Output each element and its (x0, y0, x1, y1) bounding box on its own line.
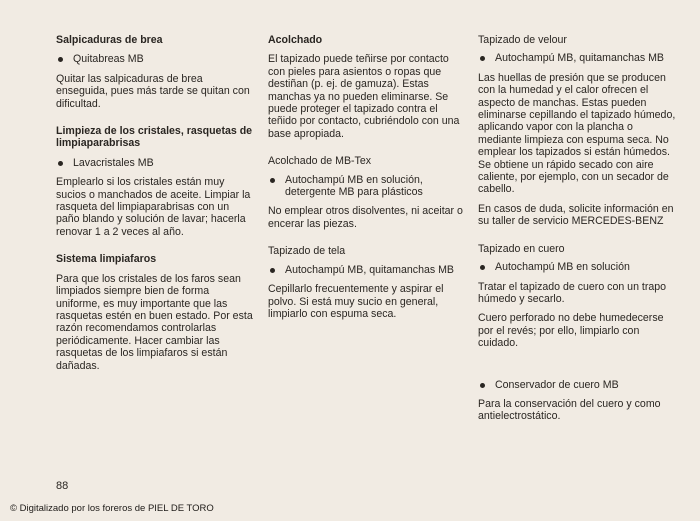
subtitle-mb-tex: Acolchado de MB-Tex (268, 155, 372, 168)
text-acolchado: El tapizado puede teñirse por contacto con pieles para asientos o ropas que destiñan (p. ej. de gamuza). Estas manchas ya no pueden eliminarse. Se puede proteger el tapizado contra el teñido por contacto, cubriéndolo con una base apropiada. (268, 53, 460, 140)
page-number: 88 (56, 480, 69, 492)
bullet-lavacristales: Lavacristales MB (56, 157, 254, 169)
bullet-autochampu-tela: Autochampú MB, quitamanchas MB (268, 264, 466, 276)
text-cristales: Emplearlo si los cristales están muy sucios o manchados de aceite. Limpiar la rasqueta del limpiaparabrisas con un paño blando y solución de lavar; hacerla renovar 1 a 2 veces al año. (56, 176, 251, 238)
column-middle (268, 34, 466, 327)
subtitle-tela: Tapizado de tela (268, 245, 346, 258)
text-limpiafaros: Para que los cristales de los faros sean limpiados siempre bien de forma uniforme, es muy importante que las rasquetas estén en buen estado. Por esta razón recomendamos controlarlas periódicamente. Hacer cambiar las rasquetas de los limpiafaros si están dañadas. (56, 272, 253, 372)
text-cuero: Tratar el tapizado de cuero con un trapo húmedo y secarlo. (478, 280, 667, 305)
section-title-acolchado: Acolchado (268, 34, 323, 46)
bullet-quitabreas: Quitabreas MB (56, 53, 254, 65)
text-conservador: Para la conservación del cuero y como antielectrostático. (478, 397, 661, 423)
text-cuero-perforado: Cuero perforado no debe humedecerse por el revés; por ello, limpiarlo con cuidado. (478, 312, 664, 350)
text-velour: Las huellas de presión que se producen con la humedad y el calor ofrecen el aspecto de manchas. Estas pueden eliminarse cepillando el tapizado húmedo, aplicando vapor con la plancha o mediante limpieza con espuma seca. No emplear los tapizados si están húmedos. Se obtiene un rápido secado con aire caliente, por ejemplo, con un secador de cabello. (478, 71, 676, 196)
text-tela: Cepillarlo frecuentemente y aspirar el polvo. Si está muy sucio en general, limpiarlo con espuma seca. (268, 283, 444, 320)
subtitle-cuero: Tapizado en cuero (478, 242, 565, 255)
section-title-limpiafaros: Sistema limpiafaros (56, 253, 157, 266)
credit-line: © Digitalizado por los foreros de PIEL DE TORO (10, 503, 214, 514)
bullet-autochampu-velour: Autochampú MB, quitamanchas MB (478, 52, 678, 64)
bullet-autochampu-cuero: Autochampú MB en solución (478, 261, 678, 273)
column-left (56, 34, 254, 379)
column-right (478, 34, 678, 430)
bullet-conservador-cuero: Conservador de cuero MB (478, 379, 678, 391)
subtitle-velour: Tapizado de velour (478, 34, 567, 46)
section-title-brea: Salpicaduras de brea (56, 34, 163, 46)
section-title-cristales: Limpieza de los cristales, rasquetas de limpiaparabrisas (56, 125, 253, 150)
text-brea: Quitar las salpicaduras de brea enseguida, pues más tarde se quitan con dificultad. (56, 72, 250, 110)
bullet-autochampu-solucion: Autochampú MB en solución, detergente MB para plásticos (268, 174, 466, 199)
text-mb-tex: No emplear otros disolventes, ni aceitar o encerar las piezas. (268, 205, 463, 230)
text-velour-duda: En casos de duda, solicite información en su taller de servicio MERCEDES-BENZ (478, 202, 674, 228)
